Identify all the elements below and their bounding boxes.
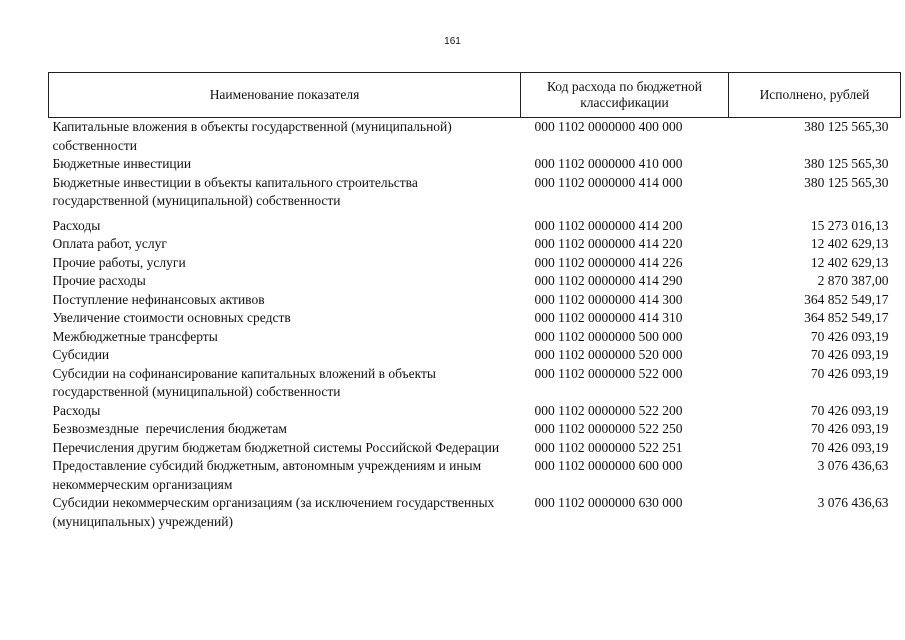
row-amount: 2 870 387,00 — [817, 273, 889, 288]
header-executed-amount: Исполнено, рублей — [729, 73, 901, 118]
table-row — [49, 365, 901, 402]
row-name: Межбюджетные трансферты — [52, 328, 218, 344]
table-row — [49, 328, 901, 347]
row-amount: 380 125 565,30 — [804, 156, 889, 171]
row-amount: 70 426 093,19 — [810, 402, 889, 418]
row-amount: 364 852 549,17 — [804, 310, 889, 325]
row-code: 000 1102 0000000 414 220 — [534, 236, 683, 251]
row-amount: 70 426 093,19 — [810, 328, 889, 344]
row-name: Предоставление субсидий бюджетным, автономным учреждениям и иным некоммерческим организациям — [52, 458, 482, 492]
row-code: 000 1102 0000000 414 200 — [534, 217, 683, 233]
row-code: 000 1102 0000000 522 251 — [534, 439, 683, 455]
table-row — [49, 211, 901, 236]
row-amount: 70 426 093,19 — [810, 421, 889, 436]
row-code: 000 1102 0000000 630 000 — [534, 495, 683, 510]
table-header — [49, 73, 901, 118]
row-name: Прочие расходы — [52, 273, 146, 288]
row-name: Субсидии некоммерческим организациям (за исключением государственных (муниципальных) учреждений) — [52, 495, 495, 529]
table-row — [49, 439, 901, 458]
row-name: Расходы — [52, 402, 101, 418]
table-row — [49, 118, 901, 156]
row-name: Поступление нефинансовых активов — [52, 291, 265, 307]
row-code: 000 1102 0000000 600 000 — [534, 458, 683, 473]
row-name: Расходы — [52, 217, 101, 233]
table-row — [49, 254, 901, 273]
row-name: Безвозмездные перечисления бюджетам — [52, 421, 287, 436]
table-row — [49, 346, 901, 365]
row-name: Прочие работы, услуги — [52, 254, 186, 270]
table-row — [49, 174, 901, 211]
header-expense-code: Код расхода по бюджетной классификации — [521, 73, 729, 118]
table-row — [49, 309, 901, 328]
row-name: Бюджетные инвестиции в объекты капитального строительства государственной (муниципальной) собственности — [52, 174, 418, 208]
table-row — [49, 155, 901, 174]
row-code: 000 1102 0000000 522 250 — [534, 421, 683, 436]
row-code: 000 1102 0000000 522 000 — [534, 365, 683, 381]
row-amount: 15 273 016,13 — [810, 217, 889, 233]
header-indicator-name: Наименование показателя — [49, 73, 521, 118]
table-row — [49, 420, 901, 439]
table-row — [49, 494, 901, 531]
row-code: 000 1102 0000000 500 000 — [534, 328, 683, 344]
row-name: Увеличение стоимости основных средств — [52, 310, 291, 325]
row-name: Бюджетные инвестиции — [52, 156, 192, 171]
row-code: 000 1102 0000000 520 000 — [534, 347, 683, 362]
table-row — [49, 235, 901, 254]
table-body — [49, 118, 901, 532]
row-code: 000 1102 0000000 414 290 — [534, 273, 683, 288]
table-row — [49, 272, 901, 291]
row-amount: 70 426 093,19 — [810, 347, 889, 362]
table-header-row — [49, 73, 901, 118]
row-name: Оплата работ, услуг — [52, 236, 167, 251]
row-code: 000 1102 0000000 410 000 — [534, 156, 683, 171]
row-name: Субсидии на софинансирование капитальных вложений в объекты государственной (муниципальной) собственности — [52, 365, 436, 399]
row-amount: 380 125 565,30 — [804, 119, 889, 134]
row-name: Капитальные вложения в объекты государственной (муниципальной) собственности — [52, 119, 452, 153]
row-name: Субсидии — [52, 347, 110, 362]
row-amount: 3 076 436,63 — [817, 458, 889, 473]
table-row — [49, 291, 901, 310]
row-amount: 70 426 093,19 — [810, 439, 889, 455]
row-name: Перечисления другим бюджетам бюджетной системы Российской Федерации — [52, 439, 500, 455]
page-number: 161 — [444, 36, 461, 47]
row-code: 000 1102 0000000 414 300 — [534, 291, 683, 307]
row-code: 000 1102 0000000 414 226 — [534, 254, 683, 270]
table-row — [49, 457, 901, 494]
row-amount: 3 076 436,63 — [817, 495, 889, 510]
budget-execution-table — [48, 72, 901, 531]
row-code: 000 1102 0000000 414 310 — [534, 310, 683, 325]
row-amount: 380 125 565,30 — [804, 174, 889, 190]
row-code: 000 1102 0000000 414 000 — [534, 174, 683, 190]
row-amount: 70 426 093,19 — [810, 365, 889, 381]
row-amount: 364 852 549,17 — [804, 291, 889, 307]
table-row — [49, 402, 901, 421]
row-amount: 12 402 629,13 — [810, 236, 889, 251]
row-amount: 12 402 629,13 — [810, 254, 889, 270]
row-code: 000 1102 0000000 522 200 — [534, 402, 683, 418]
row-code: 000 1102 0000000 400 000 — [534, 119, 683, 134]
